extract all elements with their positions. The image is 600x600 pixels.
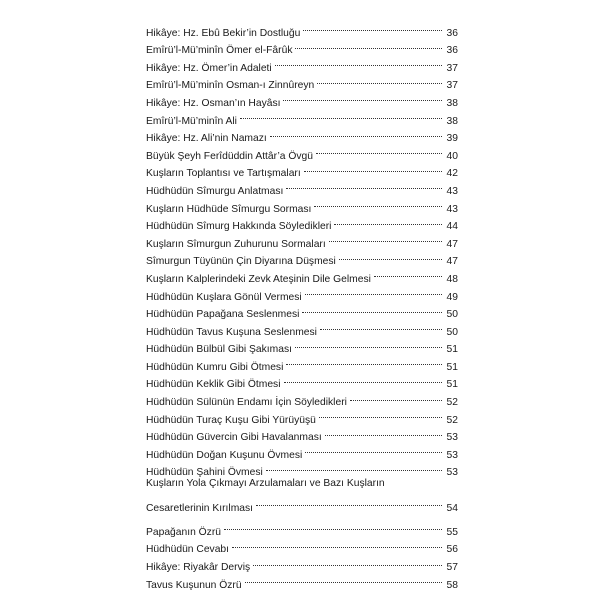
toc-entry-title: Hüdhüdün Doğan Kuşunu Övmesi (146, 449, 303, 461)
toc-page-number: 40 (446, 150, 458, 162)
toc-page-number: 50 (446, 326, 458, 338)
toc-page-number: 48 (446, 273, 458, 285)
toc-entry[interactable] (146, 458, 458, 479)
toc-entry-line (146, 570, 458, 594)
toc-page-number: 54 (446, 502, 458, 514)
toc-page-number: 51 (446, 379, 458, 391)
toc-entry-title: Hüdhüdün Güvercin Gibi Havalanması (146, 432, 322, 444)
dot-leader (286, 352, 442, 370)
toc-page-number: 53 (446, 432, 458, 444)
dot-leader (334, 212, 442, 230)
dot-leader (302, 300, 442, 318)
dot-leader (295, 335, 442, 353)
toc-page-number: 36 (446, 27, 458, 39)
toc-entry-title: Hüdhüdün Sîmurg Hakkında Söyledikleri (146, 221, 332, 233)
toc-entry-title: Kuşların Toplantısı ve Tartışmaları (146, 168, 301, 180)
dot-leader (232, 535, 442, 553)
toc-entry-title: Hüdhüdün Bülbül Gibi Şakıması (146, 344, 292, 356)
toc-entry[interactable] (146, 229, 458, 250)
toc-page-number: 55 (446, 526, 458, 538)
dot-leader (270, 124, 442, 142)
table-of-contents (146, 18, 458, 591)
toc-page-number: 47 (446, 238, 458, 250)
toc-page-number: 43 (446, 185, 458, 197)
toc-entry-title: Büyük Şeyh Ferîdüddin Attâr’a Övgü (146, 150, 313, 162)
dot-leader (224, 517, 442, 535)
dot-leader (317, 71, 442, 89)
toc-entry-title: Hikâye: Riyakâr Derviş (146, 562, 251, 573)
toc-page-number: 53 (446, 449, 458, 461)
toc-entry[interactable] (146, 282, 458, 303)
dot-leader (303, 18, 442, 36)
toc-entry-title: Emîrü’l-Mü’minîn Ali (146, 115, 237, 127)
toc-page-number: 37 (446, 62, 458, 74)
dot-leader (283, 88, 442, 106)
toc-entry-title: Papağanın Özrü (146, 526, 221, 538)
dot-leader (266, 458, 442, 476)
toc-page-number: 51 (446, 344, 458, 356)
toc-entry-title: Hüdhüdün Keklik Gibi Ötmesi (146, 379, 281, 391)
toc-entry[interactable] (146, 387, 458, 409)
toc-entry-title-line2: Cesaretlerinin Kırılması (146, 502, 254, 514)
toc-entry[interactable] (146, 317, 458, 338)
toc-entry[interactable] (146, 36, 458, 57)
toc-page-number: 37 (446, 80, 458, 92)
toc-entry[interactable] (146, 159, 458, 180)
toc-entry[interactable] (146, 194, 458, 215)
toc-page-number: 42 (446, 168, 458, 180)
toc-entry[interactable] (146, 352, 458, 373)
dot-leader (286, 176, 442, 194)
toc-entry-title: Kuşların Sîmurgun Zuhurunu Sormaları (146, 238, 326, 250)
dot-leader (305, 440, 442, 458)
toc-page-number: 47 (446, 256, 458, 268)
toc-page-number: 44 (446, 221, 458, 233)
toc-entry-title: Hikâye: Hz. Ömer’in Adaleti (146, 62, 272, 74)
toc-entry[interactable] (146, 88, 458, 109)
toc-entry[interactable] (146, 370, 458, 391)
toc-entry[interactable] (146, 18, 458, 39)
toc-entry-title: Hikâye: Hz. Ali’nin Namazı (146, 133, 267, 145)
toc-entry-title: Hüdhüdün Şahini Övmesi (146, 467, 263, 479)
toc-page-number: 38 (446, 115, 458, 127)
toc-entry-title: Hikâye: Hz. Ebû Bekir’in Dostluğu (146, 27, 301, 39)
toc-page-number: 52 (446, 397, 458, 409)
dot-leader (374, 264, 442, 282)
toc-entry[interactable] (146, 212, 458, 233)
toc-entry-title: Hüdhüdün Sîmurgu Anlatması (146, 185, 284, 197)
toc-page-number: 36 (446, 45, 458, 57)
dot-leader (325, 423, 442, 441)
dot-leader (284, 370, 443, 388)
dot-leader (316, 141, 442, 159)
toc-list (146, 18, 458, 591)
toc-entry-title: Hüdhüdün Kumru Gibi Ötmesi (146, 361, 284, 373)
toc-entry[interactable] (146, 176, 458, 197)
dot-leader (339, 247, 442, 265)
toc-entry[interactable] (146, 124, 458, 145)
toc-entry[interactable] (146, 535, 458, 556)
toc-page-number: 52 (446, 414, 458, 426)
toc-entry[interactable] (146, 247, 458, 268)
toc-entry-title: Hüdhüdün Turaç Kuşu Gibi Yürüyüşü (146, 414, 316, 426)
toc-entry[interactable] (146, 440, 458, 461)
toc-entry[interactable] (146, 423, 458, 444)
dot-leader (350, 387, 442, 405)
toc-page-number: 50 (446, 309, 458, 321)
toc-entry-title: Emîrü’l-Mü’minîn Ömer el-Fârûk (146, 45, 293, 57)
toc-entry[interactable] (146, 335, 458, 356)
toc-entry-title-line1: Kuşların Yola Çıkmayı Arzulamaları ve Bazı Kuşların (146, 478, 385, 490)
toc-page-number: 53 (446, 467, 458, 479)
toc-entry[interactable] (146, 141, 458, 162)
toc-page-number: 49 (446, 291, 458, 303)
dot-leader (329, 229, 442, 247)
dot-leader (275, 53, 442, 71)
toc-entry-title: Hikâye: Hz. Osman’ın Hayâsı (146, 97, 281, 109)
toc-entry[interactable] (146, 71, 458, 92)
toc-entry-title: Hüdhüdün Kuşlara Gönül Vermesi (146, 291, 302, 303)
toc-page-number: 39 (446, 133, 458, 145)
dot-leader (314, 194, 442, 212)
toc-entry[interactable] (146, 264, 458, 285)
dot-leader (245, 570, 442, 588)
toc-entry-title: Kuşların Hüdhüde Sîmurgu Sorması (146, 203, 312, 215)
toc-page-number: 57 (446, 562, 458, 573)
dot-leader (256, 493, 442, 511)
toc-entry-line (146, 493, 458, 517)
dot-leader (320, 317, 442, 335)
toc-entry-title: Sîmurgun Tüyünün Çin Diyarına Düşmesi (146, 256, 336, 268)
dot-leader (240, 106, 442, 124)
toc-page-number: 51 (446, 361, 458, 373)
toc-entry[interactable] (146, 106, 458, 127)
toc-entry[interactable] (146, 475, 458, 517)
toc-entry[interactable] (146, 300, 458, 321)
toc-page-number: 56 (446, 544, 458, 556)
toc-entry[interactable] (146, 53, 458, 74)
toc-entry-title: Hüdhüdün Sülünün Endamı İçin Söyledikleri (146, 397, 347, 409)
dot-leader (295, 36, 442, 54)
toc-entry-title: Emîrü’l-Mü’minîn Osman-ı Zinnûreyn (146, 80, 315, 92)
toc-entry[interactable] (146, 552, 458, 573)
dot-leader (253, 552, 442, 570)
toc-entry[interactable] (146, 517, 458, 538)
toc-page-number: 58 (446, 579, 458, 591)
toc-entry-title: Hüdhüdün Papağana Seslenmesi (146, 309, 300, 321)
toc-entry-title: Tavus Kuşunun Özrü (146, 579, 242, 591)
toc-entry[interactable] (146, 405, 458, 426)
toc-entry-title: Hüdhüdün Tavus Kuşuna Seslenmesi (146, 326, 317, 338)
toc-page-number: 43 (446, 203, 458, 215)
dot-leader (319, 405, 442, 423)
toc-entry[interactable] (146, 570, 458, 591)
toc-entry-title: Kuşların Kalplerindeki Zevk Ateşinin Dile Gelmesi (146, 273, 371, 285)
dot-leader (304, 159, 442, 177)
toc-page-number: 38 (446, 97, 458, 109)
toc-entry-title: Hüdhüdün Cevabı (146, 544, 230, 556)
dot-leader (305, 282, 442, 300)
